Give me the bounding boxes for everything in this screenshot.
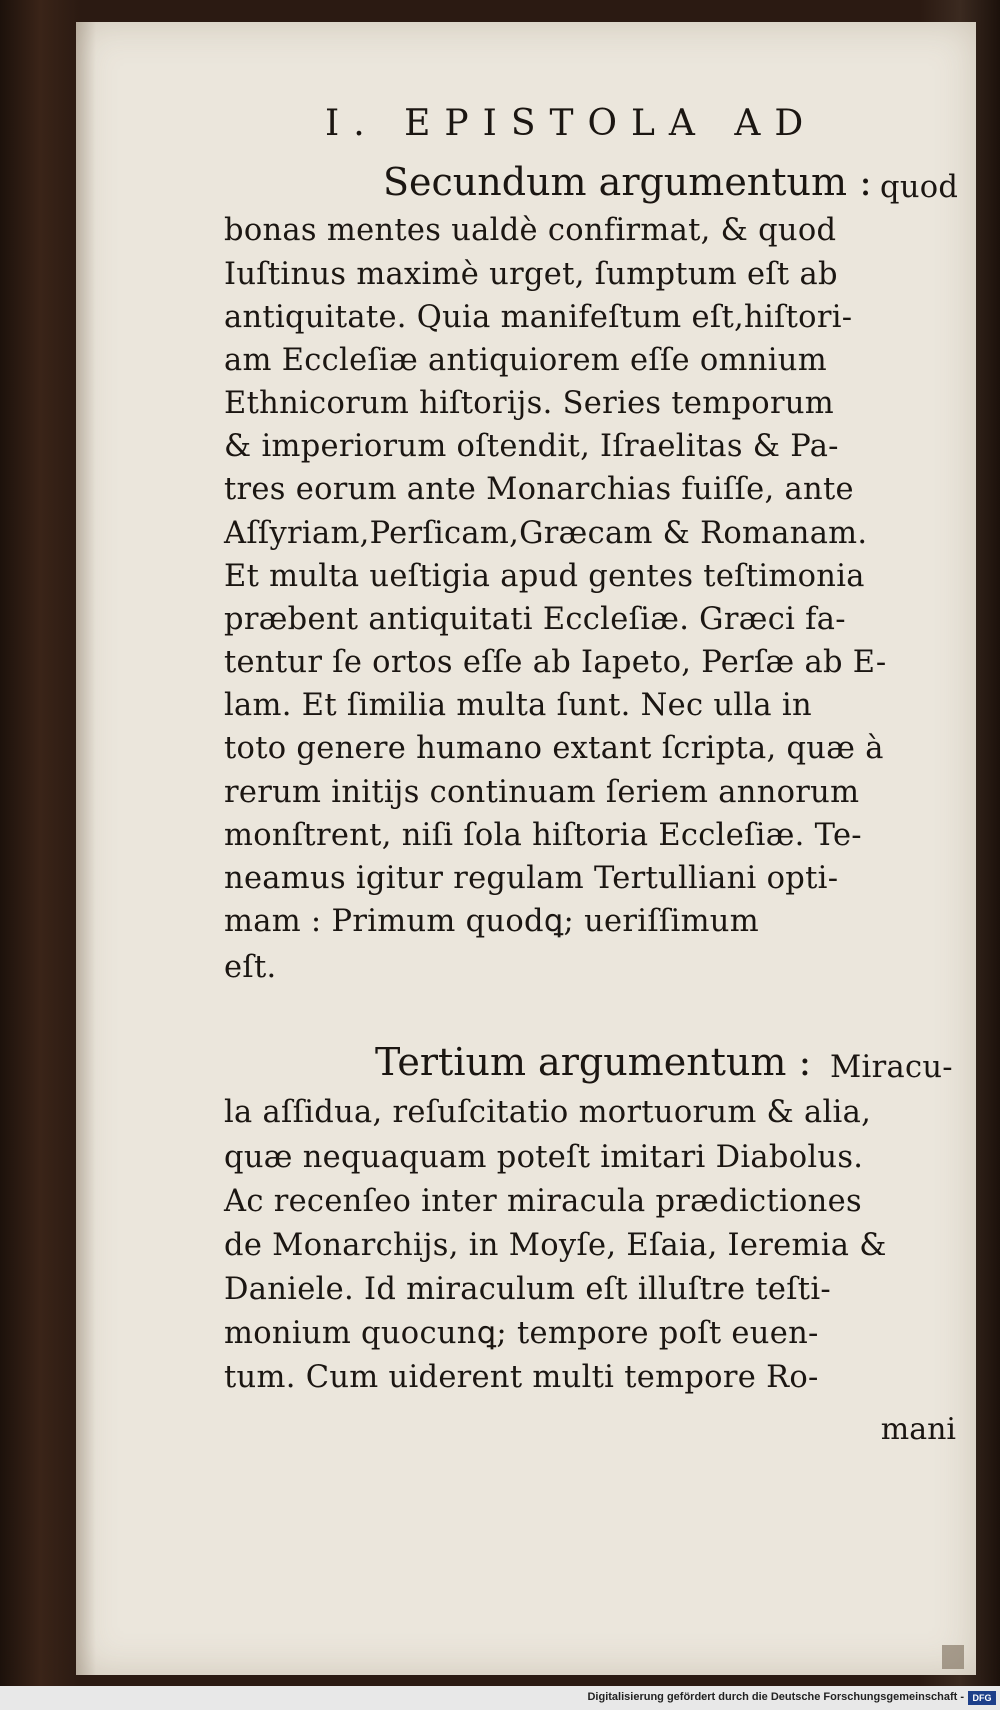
body-line: de Monarchijs, in Moyſe, Eſaia, Ieremia & — [224, 1228, 887, 1263]
body-line: monſtrent, niſi ſola hiſtoria Eccleſiæ. Te- — [224, 818, 862, 853]
body-line: eſt. — [224, 950, 277, 985]
section-2-heading: Tertium argumentum : — [375, 1040, 812, 1084]
body-line: toto genere humano extant ſcripta, quæ à — [224, 731, 884, 766]
body-line: Et multa ueſtigia apud gentes teſtimonia — [224, 559, 865, 594]
body-line: præbent antiquitati Eccleſiæ. Græci fa- — [224, 602, 846, 637]
body-line: & imperiorum oſtendit, Iſraelitas & Pa- — [224, 429, 839, 464]
body-line: Ac recenſeo inter miracula prædictiones — [224, 1184, 862, 1219]
body-line: monium quocunꝗ; tempore poſt euen- — [224, 1316, 819, 1351]
body-line: tum. Cum uiderent multi tempore Ro- — [224, 1360, 819, 1395]
body-line: Iuſtinus maximè urget, ſumptum eſt ab — [224, 257, 838, 292]
running-head: I. EPISTOLA AD — [325, 103, 818, 144]
body-line: am Eccleſiæ antiquiorem eſſe omnium — [224, 343, 827, 378]
body-line: antiquitate. Quia manifeſtum eſt,hiſtori- — [224, 300, 853, 335]
dfg-logo: DFG — [968, 1691, 996, 1705]
body-line: bonas mentes ualdè confirmat, & quod — [224, 213, 837, 248]
catchword: mani — [880, 1412, 956, 1447]
digitization-credit: Digitalisierung gefördert durch die Deutsche Forschungsgemeinschaft - — [587, 1691, 964, 1703]
body-line: lam. Et ſimilia multa ſunt. Nec ulla in — [224, 688, 812, 723]
body-line: Miracu- — [830, 1050, 953, 1085]
body-line: quod — [880, 170, 959, 205]
section-1-heading: Secundum argumentum : — [383, 160, 872, 204]
body-line: Aſſyriam,Perſicam,Græcam & Romanam. — [224, 516, 868, 551]
body-line: Daniele. Id miraculum eſt illuſtre teſti- — [224, 1272, 832, 1307]
body-line: tentur ſe ortos eſſe ab Iapeto, Perſæ ab E- — [224, 645, 887, 680]
body-line: mam : Primum quodꝗ; ueriſſimum — [224, 904, 759, 939]
page-corner-mark — [942, 1645, 964, 1669]
body-line: quæ nequaquam poteſt imitari Diabolus. — [224, 1140, 864, 1175]
body-line: tres eorum ante Monarchias fuiſſe, ante — [224, 472, 854, 507]
body-line: neamus igitur regulam Tertulliani opti- — [224, 861, 839, 896]
body-line: Ethnicorum hiſtorijs. Series temporum — [224, 386, 835, 421]
body-line: rerum initijs continuam ſeriem annorum — [224, 775, 860, 810]
body-line: la aſſidua, reſuſcitatio mortuorum & alia, — [224, 1095, 872, 1130]
